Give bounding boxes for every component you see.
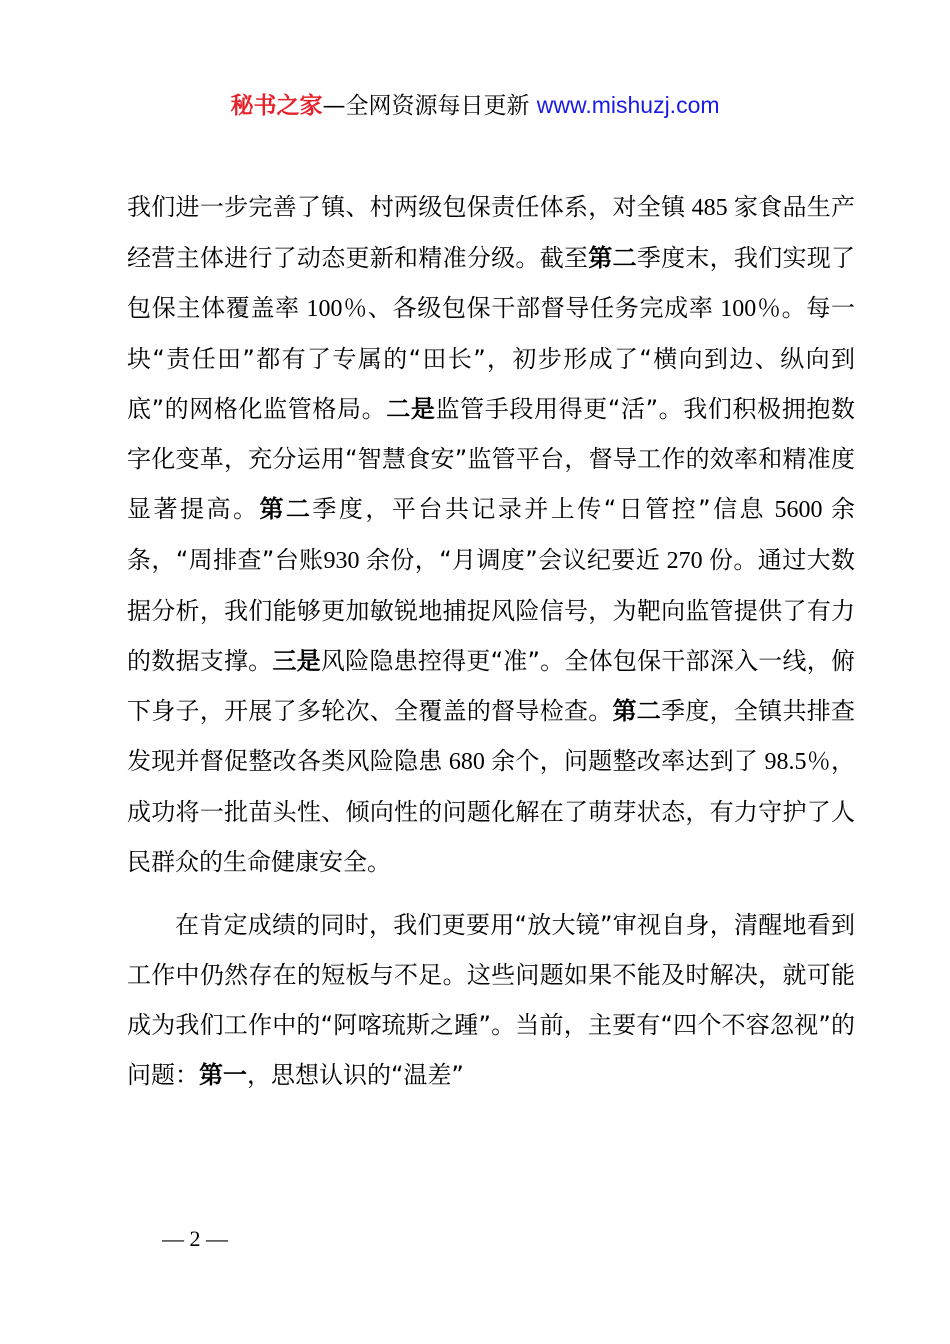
paragraph-achievements	[127, 182, 855, 887]
header-tagline: —全网资源每日更新	[322, 93, 537, 119]
text-run: 在肯定成绩的同时，我们更要用“放大镜”审视自身，清醒地看到工作中仍然存在的短板与不足。这些问题如果不能及时解决，就可能成为我们工作中的“阿喀琉斯之踵”。当前，主要有“四个不容忽视”的问题：	[127, 911, 855, 1089]
text-run: 270	[660, 548, 709, 574]
text-run: ，成功将一批苗头性、倾向性的问题化解在了萌芽状态，有力守护了人民群众的生命健康安全。	[127, 747, 856, 876]
bold-keyword: 第一	[199, 1061, 247, 1089]
text-run: 680	[442, 749, 492, 775]
document-body	[127, 182, 855, 1100]
page-number: — 2 —	[162, 1226, 228, 1251]
text-run: 我们进一步完善了镇、村两级包保责任体系，对全镇	[127, 193, 686, 221]
text-run: 风险隐患控得更“准”。全体包保干部深入一线，俯下身子，开展了多轮次、全覆盖的督导检查。	[127, 647, 856, 725]
bold-keyword: 第二	[588, 244, 637, 272]
text-run: 余条，“周排查”台账	[127, 495, 856, 574]
text-run: ，思想认识的“温差”	[247, 1061, 464, 1089]
text-run: 100％	[713, 296, 782, 322]
text-run: 季度末，我们实现了包保主体覆盖率	[127, 244, 856, 322]
text-run: 98.5％	[758, 749, 832, 775]
paragraph-shortcomings	[127, 900, 855, 1100]
brand-name: 秘书之家	[230, 93, 323, 119]
text-run: 季度，全镇共排查发现并督促整改各类风险隐患	[127, 697, 856, 775]
text-run: 、各级包保干部督导任务完成率	[367, 294, 714, 322]
text-run: 余个，问题整改率达到了	[491, 747, 759, 775]
text-run: 485	[685, 195, 734, 221]
text-run: 份。通过大数据分析，我们能够更加敏锐地捕捉风险信号，为靶向监管提供了有力的数据支撑。	[127, 546, 856, 675]
text-run: 930	[323, 548, 366, 574]
text-run: 季度，平台共记录并上传“日管控”信息	[312, 495, 767, 523]
site-url-link[interactable]: www.mishuzj.com	[536, 92, 720, 118]
text-run: 5600	[766, 497, 832, 523]
bold-keyword: 第二	[259, 495, 313, 523]
site-header	[0, 88, 950, 123]
text-run: 100％	[299, 296, 368, 322]
text-run: 余份，“月调度”会议纪要近	[365, 546, 661, 574]
bold-keyword: 第二	[612, 697, 662, 725]
bold-keyword: 三是	[272, 647, 321, 675]
bold-keyword: 二是	[386, 395, 436, 423]
text-run: 。每一块“责任田”都有了专属的“田长”，初步形成了“横向到边、纵向到底”的网格化监管格局。	[127, 294, 856, 423]
text-run: 监管手段用得更“活”。我们积极拥抱数字化变革，充分运用“智慧食安”监管平台，督导工作的效率和精准度显著提高。	[127, 395, 856, 523]
text-run: 家食品生产经营主体进行了动态更新和精准分级。截至	[127, 193, 856, 272]
